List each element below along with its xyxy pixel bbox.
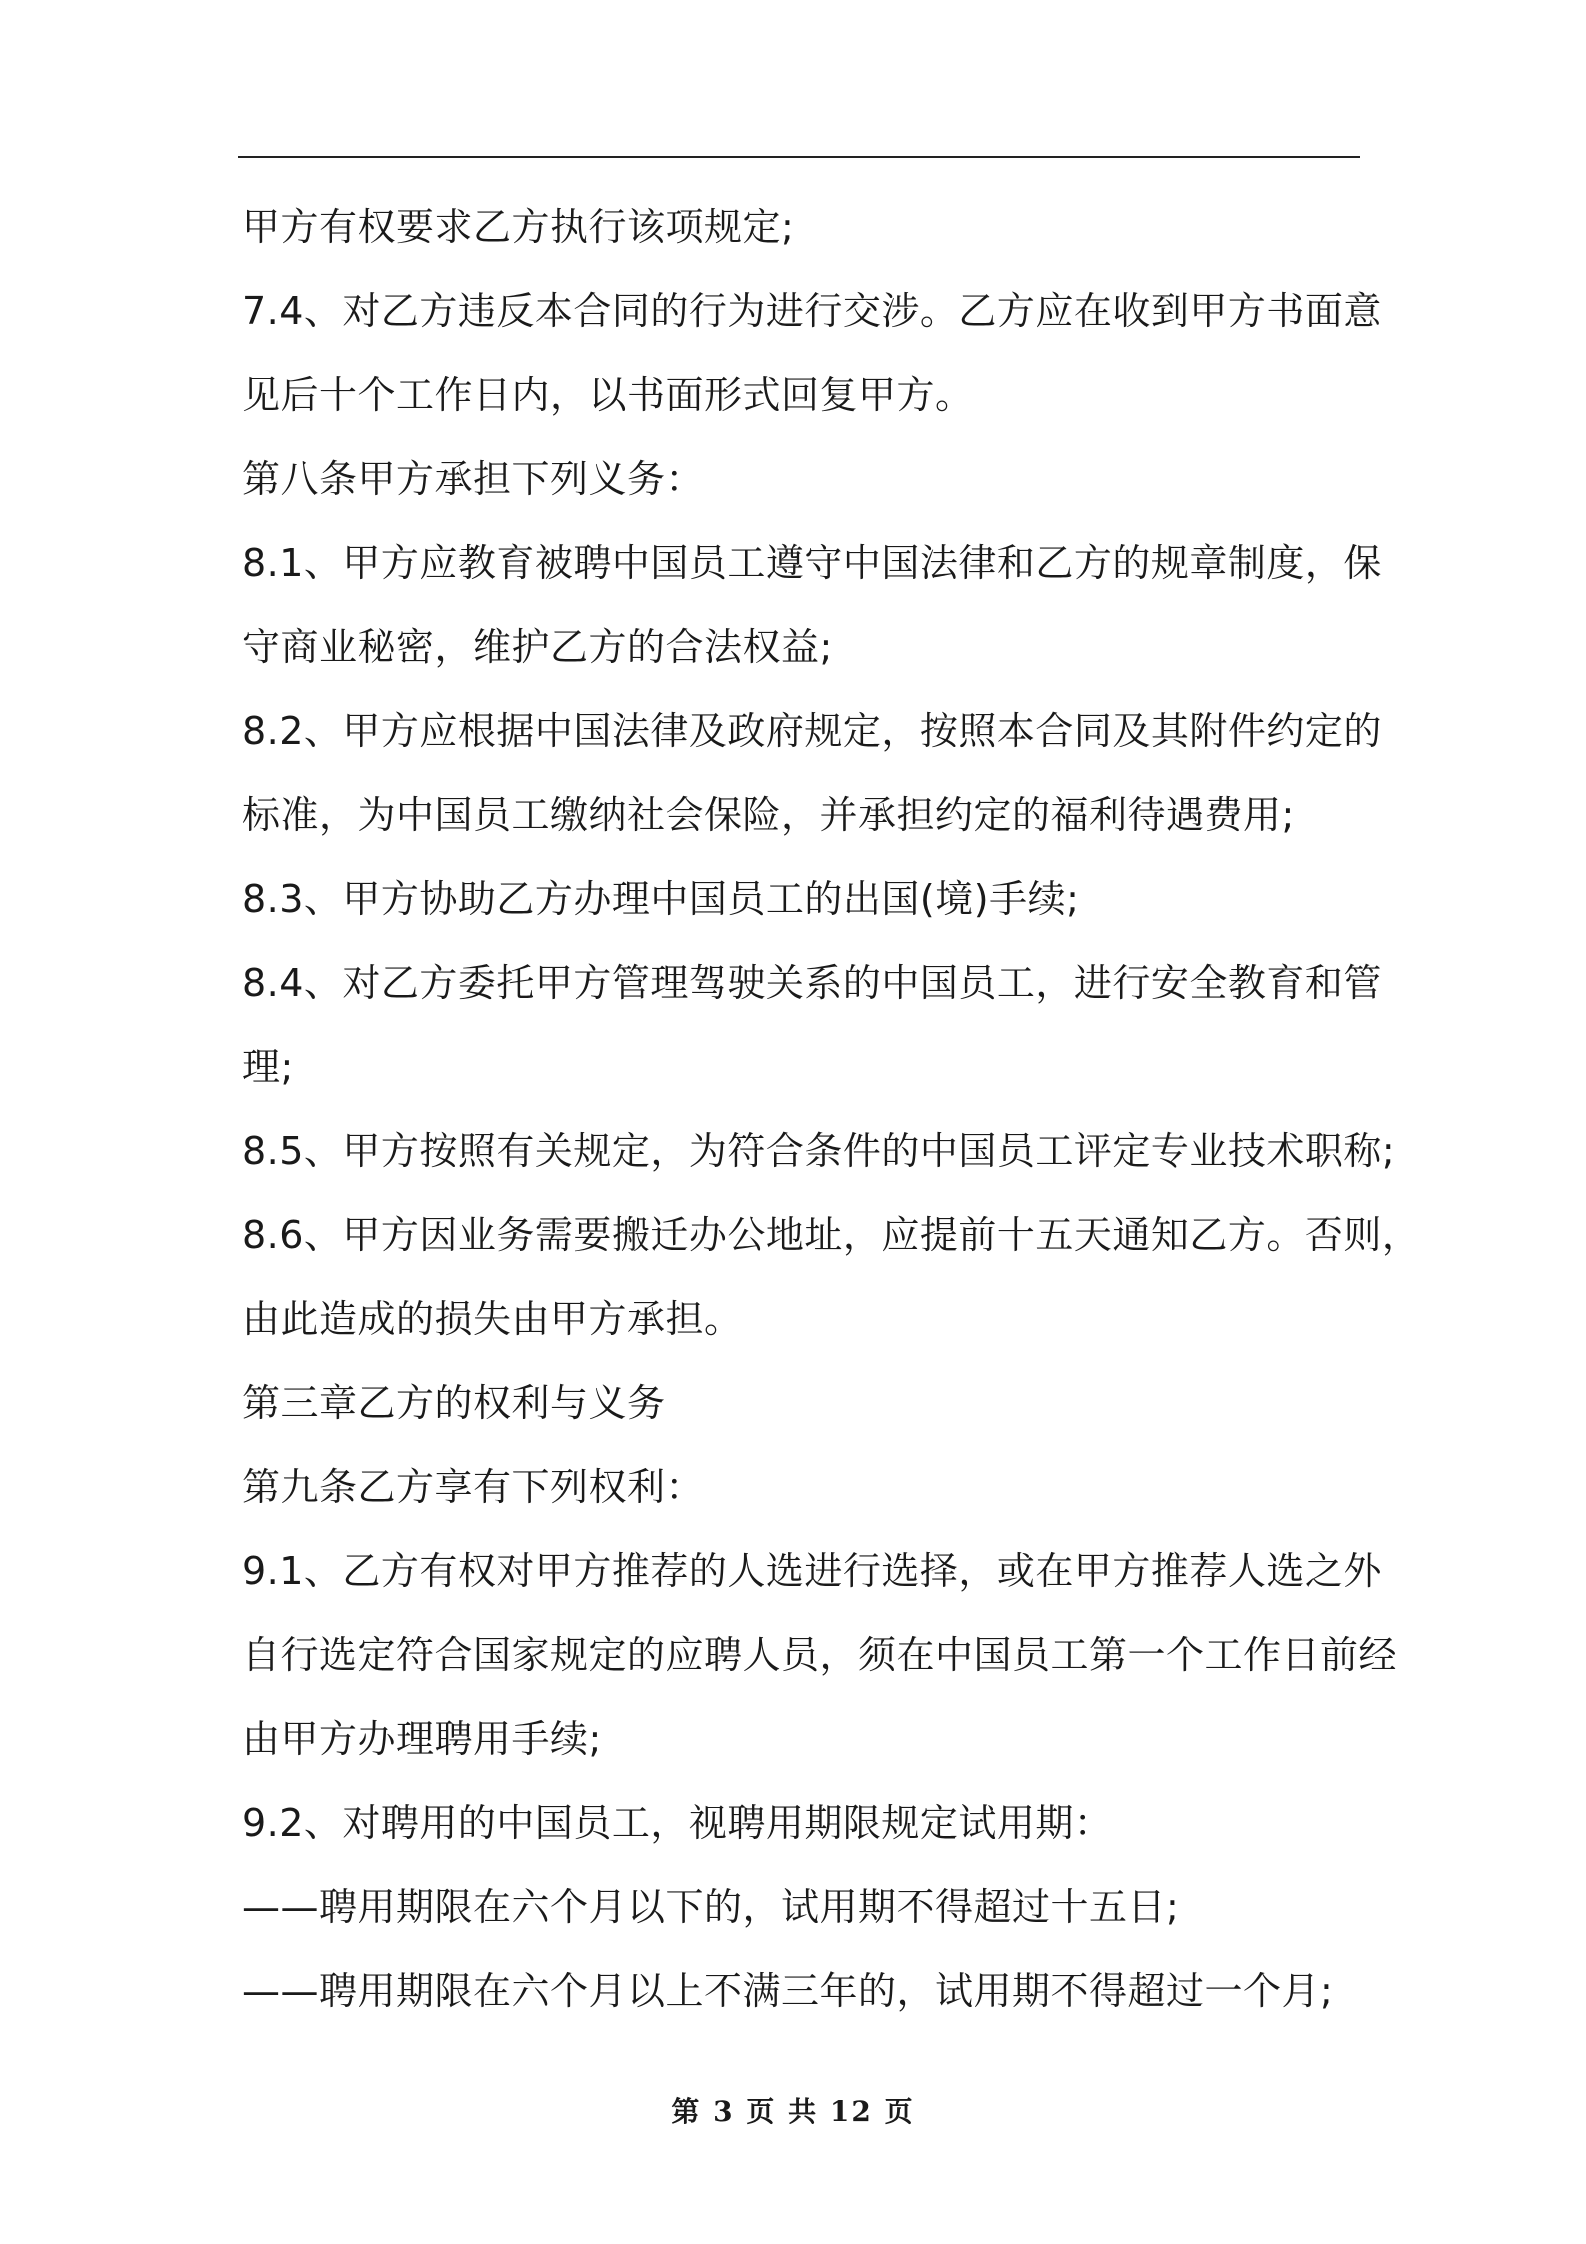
text-line: 甲方有权要求乙方执行该项规定; xyxy=(242,205,795,249)
text-line: 8.3、甲方协助乙方办理中国员工的出国(境)手续; xyxy=(242,877,1080,921)
text-line: 标准，为中国员工缴纳社会保险，并承担约定的福利待遇费用; xyxy=(242,793,1295,837)
text-line: ——聘用期限在六个月以下的，试用期不得超过十五日; xyxy=(242,1885,1180,1929)
text-line: 守商业秘密，维护乙方的合法权益; xyxy=(242,625,833,669)
text-line: ——聘用期限在六个月以上不满三年的，试用期不得超过一个月; xyxy=(242,1969,1334,2013)
document-body xyxy=(242,185,1421,2033)
text-line: 8.1、甲方应教育被聘中国员工遵守中国法律和乙方的规章制度，保 xyxy=(242,541,1382,585)
text-line: 7.4、对乙方违反本合同的行为进行交涉。乙方应在收到甲方书面意 xyxy=(242,289,1382,333)
text-line: 见后十个工作日内，以书面形式回复甲方。 xyxy=(242,373,974,417)
text-line: 8.6、甲方因业务需要搬迁办公地址，应提前十五天通知乙方。否则， xyxy=(242,1213,1421,1257)
text-line: 9.2、对聘用的中国员工，视聘用期限规定试用期： xyxy=(242,1801,1113,1845)
text-line: 第九条乙方享有下列权利： xyxy=(242,1465,705,1509)
text-line: 8.4、对乙方委托甲方管理驾驶关系的中国员工，进行安全教育和管 xyxy=(242,961,1382,1005)
page-number: 第 3 页 共 12 页 xyxy=(671,2095,915,2128)
text-line: 理; xyxy=(242,1045,294,1089)
text-line: 第三章乙方的权利与义务 xyxy=(242,1381,666,1425)
header-rule xyxy=(238,156,1360,158)
text-line: 8.2、甲方应根据中国法律及政府规定，按照本合同及其附件约定的 xyxy=(242,709,1382,753)
text-line: 8.5、甲方按照有关规定，为符合条件的中国员工评定专业技术职称; xyxy=(242,1129,1396,1173)
text-line: 9.1、乙方有权对甲方推荐的人选进行选择，或在甲方推荐人选之外 xyxy=(242,1549,1382,1593)
text-line: 第八条甲方承担下列义务： xyxy=(242,457,705,501)
text-line: 由此造成的损失由甲方承担。 xyxy=(242,1297,743,1341)
text-line: 自行选定符合国家规定的应聘人员，须在中国员工第一个工作日前经 xyxy=(242,1633,1398,1677)
text-line: 由甲方办理聘用手续; xyxy=(242,1717,602,1761)
